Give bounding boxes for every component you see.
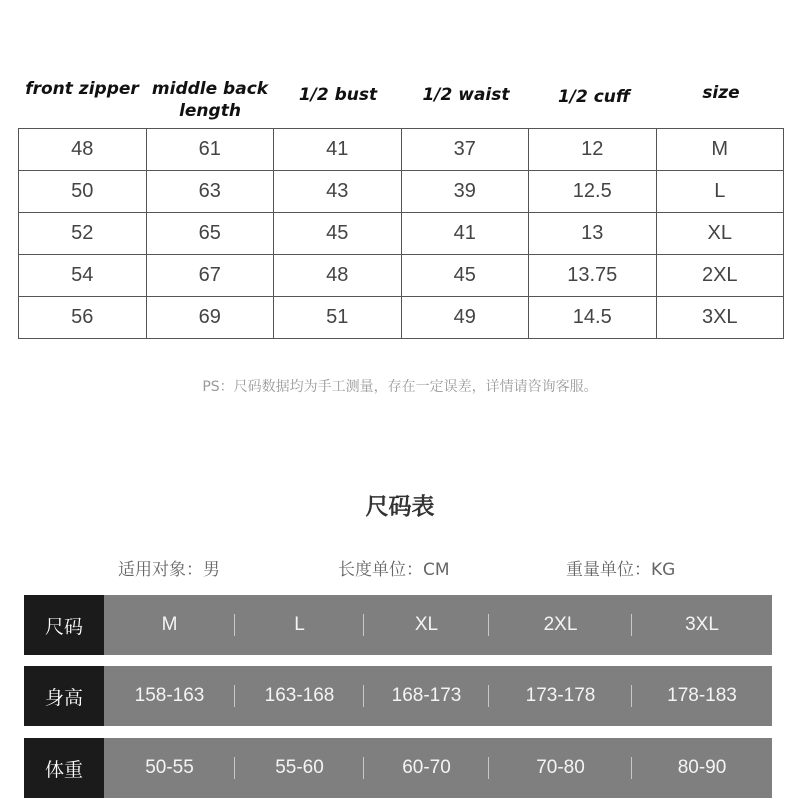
table-cell: 12.5 [529,171,657,213]
cell-value: 80-90 [677,757,727,778]
table-cell: 51 [274,297,402,339]
size-chart-title: 尺码表 [365,494,435,520]
table-cell: 13.75 [529,255,657,297]
header-half-cuff: 1/2 cuff [557,87,631,107]
table-cell: 2XL [656,255,784,297]
size-table-header [18,78,784,128]
height-cell [235,666,364,726]
table-cell: 61 [146,129,274,171]
size-chart-row-height [24,666,772,726]
table-row [19,297,784,339]
size-cell [235,595,364,655]
table-row [19,171,784,213]
table-cell: 12 [529,129,657,171]
table-cell: 13 [529,213,657,255]
table-cell: 48 [19,129,147,171]
cell-value: 2XL [543,614,578,635]
weight-cell [632,738,772,798]
table-cell: 43 [274,171,402,213]
table-cell: XL [656,213,784,255]
table-cell: 14.5 [529,297,657,339]
table-cell: 56 [19,297,147,339]
table-cell: 48 [274,255,402,297]
height-cell [104,666,235,726]
table-cell: 63 [146,171,274,213]
measurement-note: PS：尺码数据均为手工测量，存在一定误差，详情请咨询客服。 [202,379,598,395]
table-cell: 65 [146,213,274,255]
cell-value: 50-55 [145,757,194,778]
table-cell: 37 [401,129,529,171]
row-label: 体重 [24,738,104,798]
cell-value: 163-168 [264,685,335,706]
table-cell: 45 [274,213,402,255]
row-label: 尺码 [24,595,104,655]
table-cell: 41 [274,129,402,171]
weight-cell [104,738,235,798]
size-cell [489,595,632,655]
row-label: 身高 [24,666,104,726]
length-unit: 长度单位：CM [338,560,450,580]
table-cell: L [656,171,784,213]
cell-value: 70-80 [536,757,585,778]
table-cell: 50 [19,171,147,213]
header-middle-back-length: middle back length [151,79,269,121]
table-cell: 49 [401,297,529,339]
height-cell [489,666,632,726]
table-cell: 41 [401,213,529,255]
header-half-waist: 1/2 waist [422,85,510,105]
header-half-bust: 1/2 bust [298,85,378,105]
height-cell [364,666,489,726]
cell-value: 55-60 [275,757,324,778]
cell-value: 178-183 [667,685,737,706]
table-row [19,213,784,255]
table-cell: 67 [146,255,274,297]
size-cell [632,595,772,655]
weight-unit: 重量单位：KG [566,560,676,580]
cell-value: 168-173 [391,685,462,706]
table-cell: 69 [146,297,274,339]
header-front-zipper: front zipper [25,79,139,99]
weight-cell [489,738,632,798]
cell-value: XL [414,614,439,635]
cell-value: 173-178 [525,685,596,706]
cell-value: 3XL [685,614,719,635]
size-measurement-table [18,128,784,339]
table-cell: 39 [401,171,529,213]
height-cell [632,666,772,726]
size-chart-row-size [24,595,772,655]
size-cell [364,595,489,655]
size-cell [104,595,235,655]
table-row [19,129,784,171]
cell-value: M [161,614,178,635]
weight-cell [364,738,489,798]
weight-cell [235,738,364,798]
table-cell: 52 [19,213,147,255]
header-size: size [702,83,740,103]
table-cell: 54 [19,255,147,297]
table-cell: M [656,129,784,171]
cell-value: 60-70 [402,757,451,778]
table-cell: 45 [401,255,529,297]
table-cell: 3XL [656,297,784,339]
applicable-gender: 适用对象：男 [118,560,220,580]
cell-value: L [294,614,305,635]
cell-value: 158-163 [134,685,205,706]
size-chart-row-weight [24,738,772,798]
table-row [19,255,784,297]
